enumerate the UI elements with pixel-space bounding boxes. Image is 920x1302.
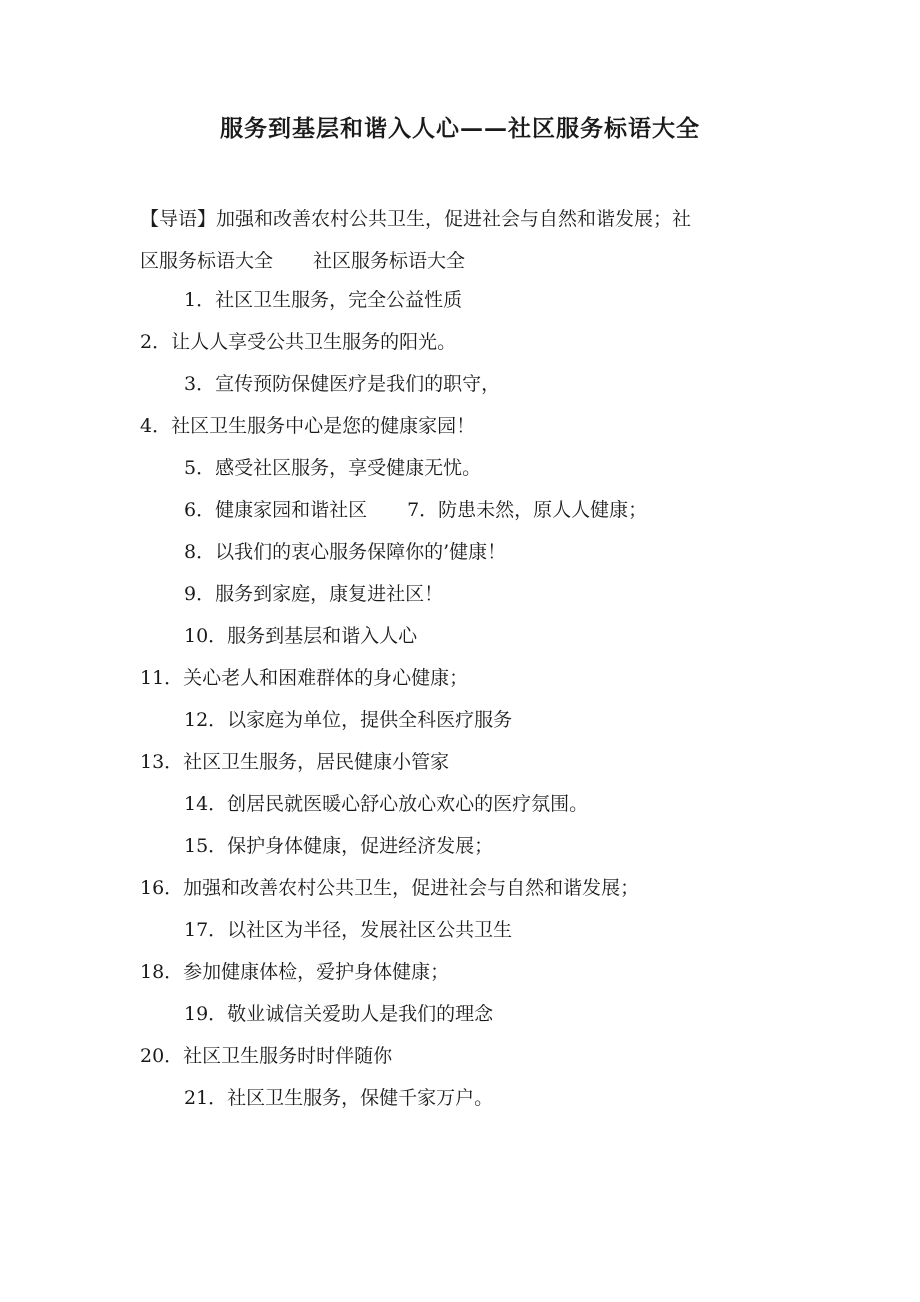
list-item [0,912,920,954]
list-item [0,366,920,408]
slogan-text: 21．社区卫生服务，保健千家万户。 [184,1087,494,1109]
intro-line-2a: 区服务标语大全 [140,250,274,272]
list-item [0,492,920,534]
slogan-text: 2．让人人享受公共卫生服务的阳光。 [140,331,457,353]
slogan-text: 18．参加健康体检，爱护身体健康； [140,961,450,983]
slogan-text: 11．关心老人和困难群体的身心健康； [140,667,469,689]
list-item [0,828,920,870]
document-title: 服务到基层和谐入人心——社区服务标语大全 [220,115,700,142]
list-item [0,450,920,492]
slogan-text: 13．社区卫生服务，居民健康小管家 [140,751,450,773]
list-item [0,408,920,450]
slogan-text: 5．感受社区服务，享受健康无忧。 [184,457,482,479]
slogan-text: 15．保护身体健康，促进经济发展； [184,835,494,857]
list-item [0,996,920,1038]
slogan-text: 16．加强和改善农村公共卫生，促进社会与自然和谐发展； [140,877,640,899]
intro-paragraph [140,198,780,282]
list-item [0,534,920,576]
slogan-text: 3．宣传预防保健医疗是我们的职守， [184,373,501,395]
list-item [0,576,920,618]
slogan-text: 4．社区卫生服务中心是您的健康家园！ [140,415,476,437]
slogan-text: 10．服务到基层和谐入人心 [184,625,418,647]
slogan-text: 14．创居民就医暖心舒心放心欢心的医疗氛围。 [184,793,589,815]
intro-line-2b: 社区服务标语大全 [313,250,466,272]
list-item [0,1038,920,1080]
list-item [0,702,920,744]
list-item [0,1080,920,1122]
list-item [0,618,920,660]
slogan-text: 20．社区卫生服务时时伴随你 [140,1045,393,1067]
slogan-text: 8．以我们的衷心服务保障你的’健康！ [184,541,507,563]
slogan-list [0,282,920,1122]
slogan-text: 17．以社区为半径，发展社区公共卫生 [184,919,513,941]
slogan-text: 7．防患未然，原人人健康； [407,499,648,521]
slogan-text: 19．敬业诚信关爱助人是我们的理念 [184,1003,494,1025]
list-item [0,870,920,912]
list-item [0,954,920,996]
list-item [0,282,920,324]
slogan-text: 9．服务到家庭，康复进社区！ [184,583,444,605]
list-item [0,660,920,702]
list-item [0,324,920,366]
list-item [0,744,920,786]
slogan-text: 12．以家庭为单位，提供全科医疗服务 [184,709,513,731]
list-item [0,786,920,828]
slogan-text: 1．社区卫生服务，完全公益性质 [184,289,463,311]
intro-line-1: 【导语】加强和改善农村公共卫生，促进社会与自然和谐发展；社 [140,208,692,230]
slogan-text: 6．健康家园和谐社区 [184,499,368,521]
